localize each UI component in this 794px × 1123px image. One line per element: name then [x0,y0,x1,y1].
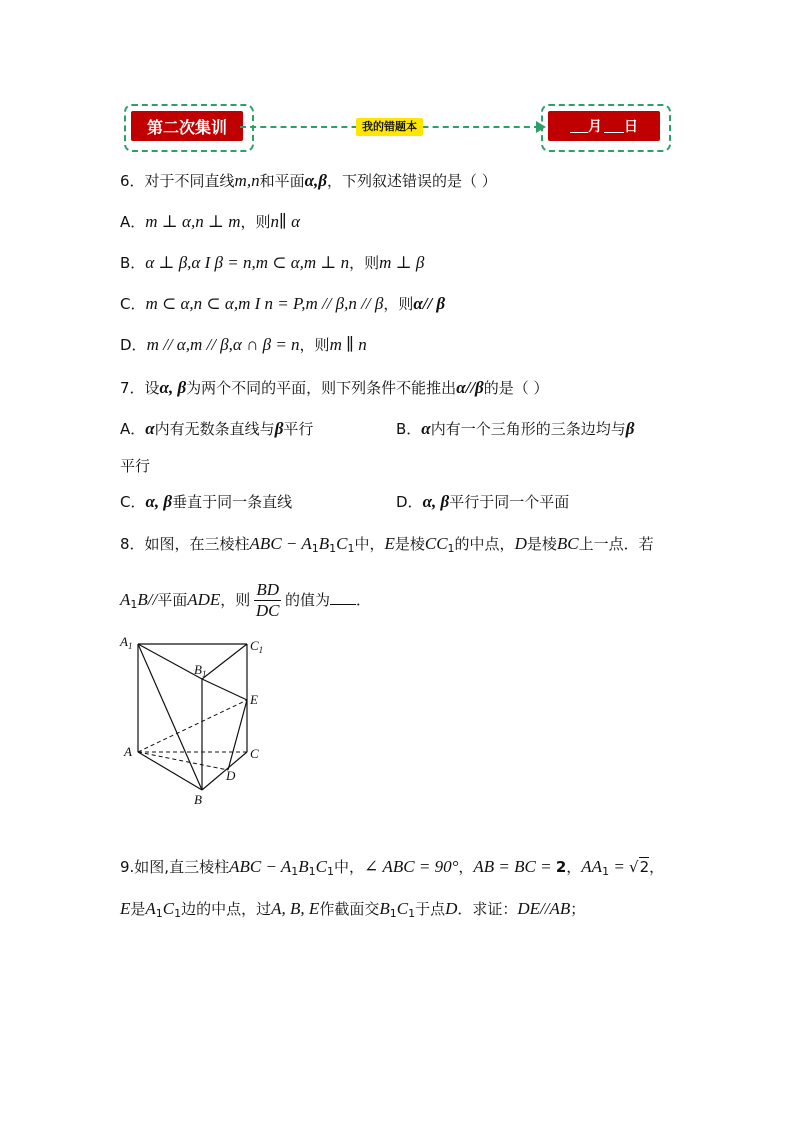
q7-option-b-continued: 平行 [120,457,151,475]
label-c1: $C_1$ [250,638,264,655]
q8-stem: 8．如图，在三棱柱ABC − $A_1B_1C_1$中，E是棱$CC_1$的中点，D是棱BC上一点．若 [120,534,654,555]
edge-b-c [202,752,247,790]
header-center-tag: 我的错题本 [356,118,423,136]
q6-option-a: A．m ⊥ α,n ⊥ m，则n∥ α [120,212,301,231]
answer-blank [330,590,356,605]
hidden-segment-a-d [138,752,228,770]
q8-line2: $A_1B//$平面ADE，则 $\frac{BD}{DC}$ 的值为 ． [120,580,372,620]
date-month-label: 月 [588,119,602,135]
q7-option-a: A．α内有无数条直线与β平行 [120,419,314,438]
label-c: C [250,746,259,761]
q7-option-d: D．α, β平行于同一个平面 [396,492,570,511]
label-a: A [124,744,132,759]
header-date-box [548,111,660,141]
ratio-fraction: $\frac{BD}{DC}$ [255,580,280,620]
q6-option-b: B．α ⊥ β,α I β = n,m ⊂ α,m ⊥ n，则m ⊥ β [120,253,425,272]
q6-stem: 6．对于不同直线m,n和平面α,β，下列叙述错误的是（ ） [120,171,497,190]
q7-option-b: B．α内有一个三角形的三条边均与β [396,419,635,438]
edge-a1-b1 [138,644,202,679]
q6-option-c: C．m ⊂ α,n ⊂ α,m I n = P,m // β,n // β，则α// β [120,294,446,313]
label-a1: $A_1$ [120,634,133,651]
q9-line2: E是$A_1C_1$边的中点，过A, B, E作截面交$B_1C_1$于点D．求证：DE//AB； [120,899,586,920]
edge-a-b [138,752,202,790]
hidden-segment-a-e [138,700,247,752]
segment-a1-b [138,644,202,790]
prism-figure [110,628,280,813]
q7-stem: 7．设α, β为两个不同的平面，则下列条件不能推出α//β的是（ ） [120,378,549,397]
segment-b1-e [202,679,247,700]
q9-stem: 9.如图,直三棱柱ABC − $A_1B_1C_1$中，∠ ABC = 90°，AB = BC = 2，$AA_1 = √2$， [120,857,665,878]
date-day-label: 日 [624,119,638,135]
q6-option-d: D．m // α,m // β,α ∩ β = n，则m ∥ n [120,335,367,354]
label-e: E [250,692,258,707]
q7-option-c: C．α, β垂直于同一条直线 [120,492,293,511]
header-left-title: 第二次集训 [131,111,243,141]
label-b: B [194,792,202,807]
edge-b1-c1 [202,644,247,679]
label-b1: $B_1$ [194,662,207,679]
label-d: D [226,768,236,783]
